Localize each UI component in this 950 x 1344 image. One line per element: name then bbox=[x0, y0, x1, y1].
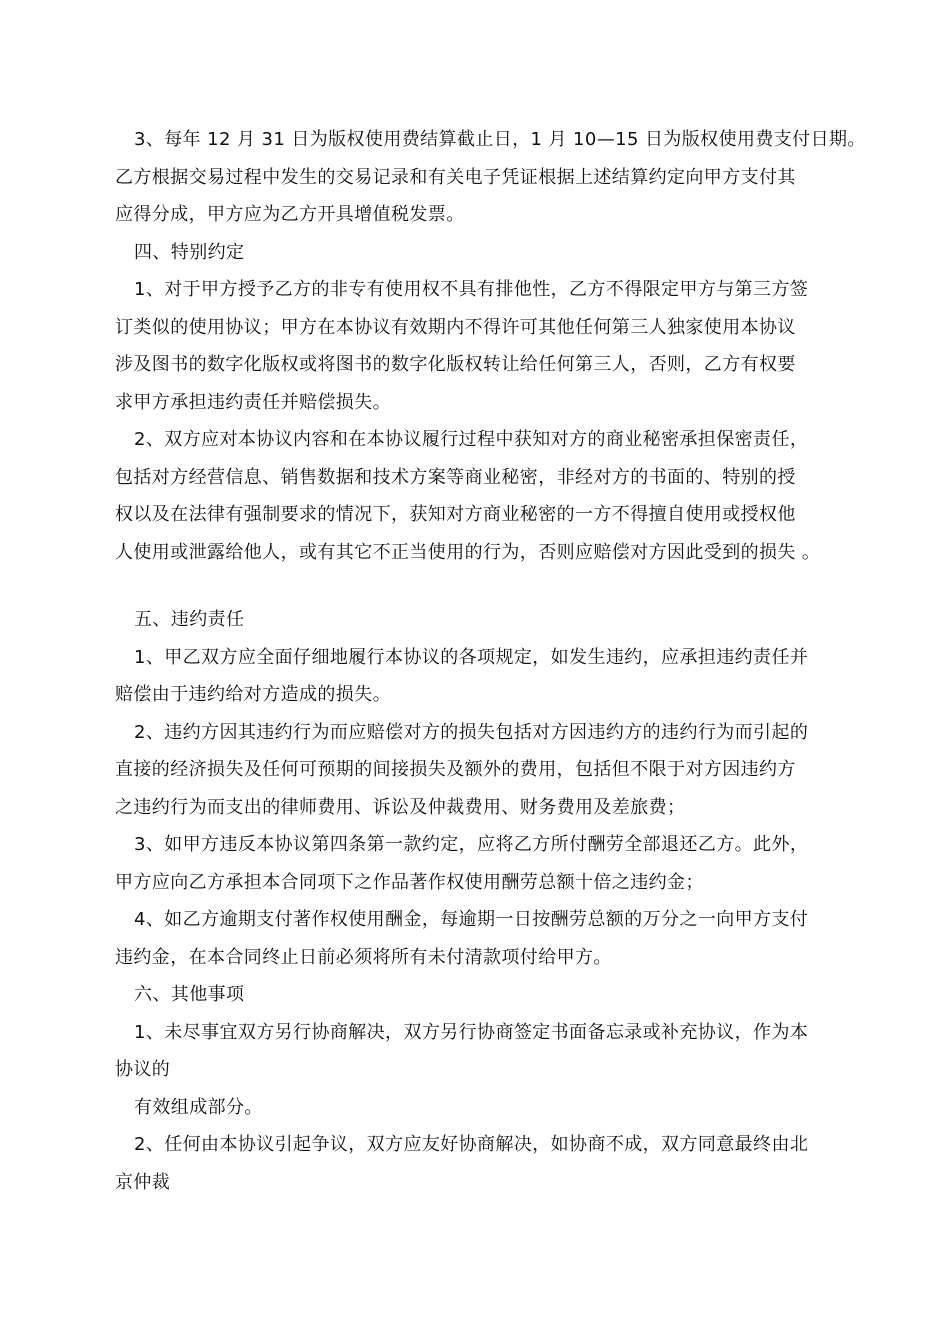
liability-clause-3-line-2: 甲方应向乙方承担本合同项下之作品著作权使用酬劳总额十倍之违约金； bbox=[115, 871, 704, 893]
clause-3-settlement-line-3: 应得分成，甲方应为乙方开具增值税发票。 bbox=[115, 204, 465, 225]
special-clause-1-line-4: 求甲方承担违约责任并赔偿损失。 bbox=[115, 391, 391, 413]
special-clause-1-line-3: 涉及图书的数字化版权或将图书的数字化版权转让给任何第三人，否则，乙方有权要 bbox=[115, 354, 796, 375]
special-clause-1-line-2: 订类似的使用协议；甲方在本协议有效期内不得许可其他任何第三人独家使用本协议 bbox=[115, 316, 796, 338]
liability-clause-2-line-2: 直接的经济损失及任何可预期的间接损失及额外的费用，包括但不限于对方因违约方 bbox=[115, 759, 796, 780]
section-heading-liability: 五、违约责任 bbox=[134, 609, 245, 630]
liability-clause-4-line-1: 4、如乙方逾期支付著作权使用酬金，每逾期一日按酬劳总额的万分之一向甲方支付 bbox=[134, 909, 809, 930]
liability-clause-1-line-1: 1、甲乙双方应全面仔细地履行本协议的各项规定，如发生违约，应承担违约责任并 bbox=[134, 646, 809, 668]
special-clause-2-line-3: 权以及在法律有强制要求的情况下，获知对方商业秘密的一方不得擅自使用或授权他 bbox=[115, 504, 796, 525]
other-clause-1-line-2: 协议的 bbox=[115, 1059, 171, 1080]
paragraph-gap bbox=[115, 571, 840, 601]
document-body bbox=[115, 121, 866, 1201]
special-clause-1-line-1: 1、对于甲方授予乙方的非专有使用权不具有排他性，乙方不得限定甲方与第三方签 bbox=[134, 279, 809, 300]
other-clause-2-line-1: 2、任何由本协议引起争议，双方应友好协商解决，如协商不成，双方同意最终由北 bbox=[134, 1134, 809, 1155]
section-heading-other-matters: 六、其他事项 bbox=[134, 984, 245, 1005]
other-clause-1-line-3: 有效组成部分。 bbox=[134, 1096, 263, 1118]
liability-clause-2-line-3: 之违约行为而支出的律师费用、诉讼及仲裁费用、财务费用及差旅费； bbox=[115, 796, 686, 818]
special-clause-2-line-1: 2、双方应对本协议内容和在本协议履行过程中获知对方的商业秘密承担保密责任， bbox=[134, 429, 809, 450]
liability-clause-3-line-1: 3、如甲方违反本协议第四条第一款约定，应将乙方所付酬劳全部退还乙方。此外， bbox=[134, 834, 809, 855]
liability-clause-1-line-2: 赔偿由于违约给对方造成的损失。 bbox=[115, 684, 391, 705]
other-clause-2-line-2: 京仲裁 bbox=[115, 1171, 171, 1193]
liability-clause-2-line-1: 2、违约方因其违约行为而应赔偿对方的损失包括对方因违约方的违约行为而引起的 bbox=[134, 721, 809, 743]
special-clause-2-line-4: 人使用或泄露给他人，或有其它不正当使用的行为，否则应赔偿对方因此受到的损失 。 bbox=[115, 541, 821, 563]
special-clause-2-line-2: 包括对方经营信息、销售数据和技术方案等商业秘密，非经对方的书面的、特别的授 bbox=[115, 466, 796, 488]
other-clause-1-line-1: 1、未尽事宜双方另行协商解决，双方另行协商签定书面备忘录或补充协议，作为本 bbox=[134, 1021, 809, 1043]
clause-3-settlement-line-1: 3、每年 12 月 31 日为版权使用费结算截止日，1 月 10—15 日为版权使用费支付日期。 bbox=[134, 129, 866, 150]
section-heading-special-terms: 四、特别约定 bbox=[134, 241, 245, 263]
liability-clause-4-line-2: 违约金，在本合同终止日前必须将所有未付清款项付给甲方。 bbox=[115, 946, 612, 968]
clause-3-settlement-line-2: 乙方根据交易过程中发生的交易记录和有关电子凭证根据上述结算约定向甲方支付其 bbox=[115, 166, 796, 188]
